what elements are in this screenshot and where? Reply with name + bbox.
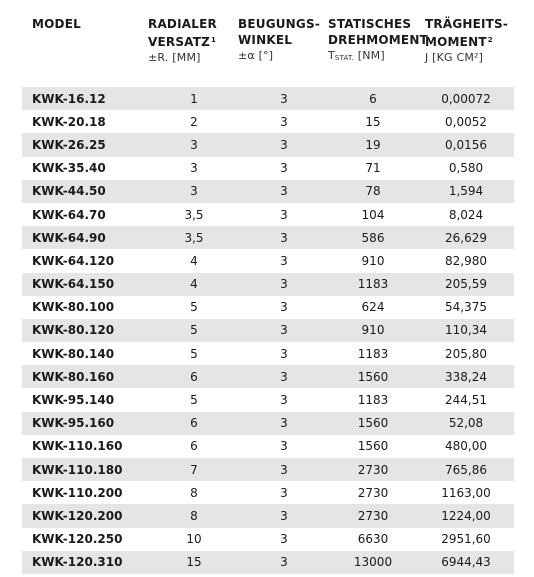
cell-inertia: 0,580 <box>448 161 484 176</box>
cell-torque: 15 <box>365 114 381 129</box>
cell-inertia: 6944,43 <box>418 551 514 574</box>
cell-inertia: 26,629 <box>418 226 514 249</box>
table-row <box>22 319 514 342</box>
cell-model: KWK-120.310 <box>22 551 148 574</box>
cell-angle: 3 <box>240 412 328 435</box>
cell-angle: 3 <box>280 114 288 129</box>
cell-inertia: 1,594 <box>418 180 514 203</box>
header-bend-line1: BEUGUNGS- <box>238 17 320 31</box>
header-torque-line2: DREHMOMENT <box>328 33 428 47</box>
cell-radial: 15 <box>148 551 240 574</box>
cell-inertia: 0,0156 <box>418 133 514 156</box>
table-row <box>22 87 514 110</box>
cell-model: KWK-20.18 <box>32 114 106 129</box>
table-row <box>22 412 514 435</box>
table-row <box>22 528 514 551</box>
header-static-torque <box>328 16 428 66</box>
cell-model: KWK-44.50 <box>22 180 148 203</box>
cell-torque: 910 <box>328 319 418 342</box>
table-row <box>22 180 514 203</box>
cell-radial: 3,5 <box>148 226 240 249</box>
table-row <box>22 296 514 319</box>
cell-radial: 8 <box>190 485 198 500</box>
cell-angle: 3 <box>280 439 288 454</box>
cell-inertia: 205,80 <box>445 346 487 361</box>
cell-torque: 1560 <box>357 439 389 454</box>
cell-angle: 3 <box>280 253 288 268</box>
cell-radial: 8 <box>148 504 240 527</box>
table-row <box>22 365 514 388</box>
cell-torque: 6 <box>328 87 418 110</box>
footnote-marker-2: 2 <box>487 36 493 44</box>
cell-torque: 2730 <box>328 458 418 481</box>
cell-torque: 1560 <box>328 365 418 388</box>
cell-model: KWK-16.12 <box>22 87 148 110</box>
table-row <box>22 203 514 226</box>
cell-inertia: 338,24 <box>418 365 514 388</box>
cell-radial: 4 <box>190 253 198 268</box>
cell-model: KWK-26.25 <box>22 133 148 156</box>
cell-model: KWK-64.120 <box>32 253 115 268</box>
cell-torque: 1183 <box>357 346 389 361</box>
cell-inertia: 765,86 <box>418 458 514 481</box>
table-row <box>22 551 514 574</box>
table-row <box>22 157 514 180</box>
cell-model: KWK-95.160 <box>22 412 148 435</box>
table-row <box>22 458 514 481</box>
cell-radial: 5 <box>190 393 198 408</box>
cell-radial: 6 <box>148 412 240 435</box>
cell-torque: 78 <box>328 180 418 203</box>
table-row <box>22 435 514 458</box>
cell-inertia: 0,00072 <box>418 87 514 110</box>
cell-torque: 13000 <box>328 551 418 574</box>
cell-model: KWK-110.160 <box>32 439 123 454</box>
cell-inertia: 52,08 <box>418 412 514 435</box>
cell-angle: 3 <box>280 207 288 222</box>
cell-radial: 6 <box>148 365 240 388</box>
cell-angle: 3 <box>280 485 288 500</box>
specs-table-body <box>22 87 514 574</box>
table-row <box>22 226 514 249</box>
header-torque-unit-rest: [NM] <box>354 49 385 62</box>
cell-angle: 3 <box>240 319 328 342</box>
header-torque-unit-subscript: STAT. <box>334 54 355 62</box>
specs-table <box>22 87 514 574</box>
cell-model: KWK-64.90 <box>22 226 148 249</box>
header-radial-line2: VERSATZ <box>148 35 211 49</box>
cell-radial: 3 <box>190 161 198 176</box>
table-row <box>22 273 514 296</box>
cell-torque: 586 <box>328 226 418 249</box>
cell-model: KWK-80.120 <box>22 319 148 342</box>
cell-torque: 19 <box>328 133 418 156</box>
cell-inertia: 1224,00 <box>418 504 514 527</box>
cell-inertia: 82,980 <box>445 253 487 268</box>
cell-torque: 104 <box>361 207 385 222</box>
cell-inertia: 205,59 <box>418 273 514 296</box>
table-row <box>22 110 514 133</box>
header-model-label: MODEL <box>32 17 81 31</box>
cell-angle: 3 <box>240 458 328 481</box>
cell-angle: 3 <box>240 551 328 574</box>
header-bend-unit: ±α [°] <box>238 49 274 62</box>
cell-inertia: 2951,60 <box>441 532 491 547</box>
cell-radial: 5 <box>148 319 240 342</box>
cell-radial: 4 <box>148 273 240 296</box>
header-radial-offset <box>148 16 217 66</box>
cell-angle: 3 <box>280 161 288 176</box>
cell-angle: 3 <box>280 346 288 361</box>
cell-radial: 6 <box>190 439 198 454</box>
cell-model: KWK-64.70 <box>32 207 106 222</box>
table-row <box>22 388 514 411</box>
cell-model: KWK-64.150 <box>22 273 148 296</box>
cell-torque: 1183 <box>328 273 418 296</box>
cell-radial: 1 <box>148 87 240 110</box>
cell-torque: 1183 <box>357 393 389 408</box>
cell-model: KWK-80.160 <box>22 365 148 388</box>
cell-model: KWK-80.140 <box>32 346 115 361</box>
header-radial-unit: ±R. [MM] <box>148 51 201 64</box>
cell-radial: 3 <box>148 133 240 156</box>
cell-radial: 3,5 <box>184 207 204 222</box>
footnote-marker-1: 1 <box>211 36 217 44</box>
cell-inertia: 110,34 <box>418 319 514 342</box>
cell-angle: 3 <box>240 273 328 296</box>
header-model <box>32 16 81 32</box>
cell-inertia: 244,51 <box>445 393 487 408</box>
header-torque-line1: STATISCHES <box>328 17 412 31</box>
cell-torque: 6630 <box>357 532 389 547</box>
cell-torque: 624 <box>361 300 385 315</box>
header-torque-unit-symbol: T <box>328 49 335 62</box>
header-inertia <box>425 16 508 66</box>
table-row <box>22 504 514 527</box>
header-inertia-line1: TRÄGHEITS- <box>425 17 509 31</box>
cell-torque: 71 <box>365 161 381 176</box>
cell-model: KWK-110.180 <box>22 458 148 481</box>
cell-inertia: 480,00 <box>445 439 487 454</box>
cell-inertia: 0,0052 <box>445 114 487 129</box>
cell-angle: 3 <box>240 226 328 249</box>
header-torque-unit <box>328 48 428 66</box>
cell-angle: 3 <box>240 180 328 203</box>
header-inertia-unit: J [KG CM²] <box>425 51 484 64</box>
cell-model: KWK-120.200 <box>22 504 148 527</box>
cell-angle: 3 <box>280 300 288 315</box>
cell-radial: 5 <box>190 346 198 361</box>
cell-angle: 3 <box>240 365 328 388</box>
table-row <box>22 133 514 156</box>
cell-angle: 3 <box>280 393 288 408</box>
cell-torque: 2730 <box>328 504 418 527</box>
cell-model: KWK-120.250 <box>32 532 123 547</box>
cell-radial: 3 <box>148 180 240 203</box>
cell-model: KWK-35.40 <box>32 161 106 176</box>
cell-radial: 2 <box>190 114 198 129</box>
cell-radial: 7 <box>148 458 240 481</box>
cell-angle: 3 <box>240 87 328 110</box>
cell-radial: 5 <box>190 300 198 315</box>
table-row <box>22 481 514 504</box>
cell-torque: 910 <box>361 253 385 268</box>
cell-inertia: 54,375 <box>445 300 487 315</box>
header-bend-angle <box>238 16 320 64</box>
table-row <box>22 249 514 272</box>
cell-model: KWK-80.100 <box>32 300 115 315</box>
cell-torque: 1560 <box>328 412 418 435</box>
cell-torque: 2730 <box>357 485 389 500</box>
cell-inertia: 1163,00 <box>441 485 491 500</box>
header-radial-line1: RADIALER <box>148 17 217 31</box>
cell-model: KWK-95.140 <box>32 393 115 408</box>
cell-model: KWK-110.200 <box>32 485 123 500</box>
table-row <box>22 342 514 365</box>
cell-angle: 3 <box>240 133 328 156</box>
cell-angle: 3 <box>240 504 328 527</box>
cell-inertia: 8,024 <box>448 207 484 222</box>
cell-angle: 3 <box>280 532 288 547</box>
header-inertia-line2: MOMENT <box>425 35 487 49</box>
cell-radial: 10 <box>186 532 202 547</box>
header-bend-line2: WINKEL <box>238 33 293 47</box>
